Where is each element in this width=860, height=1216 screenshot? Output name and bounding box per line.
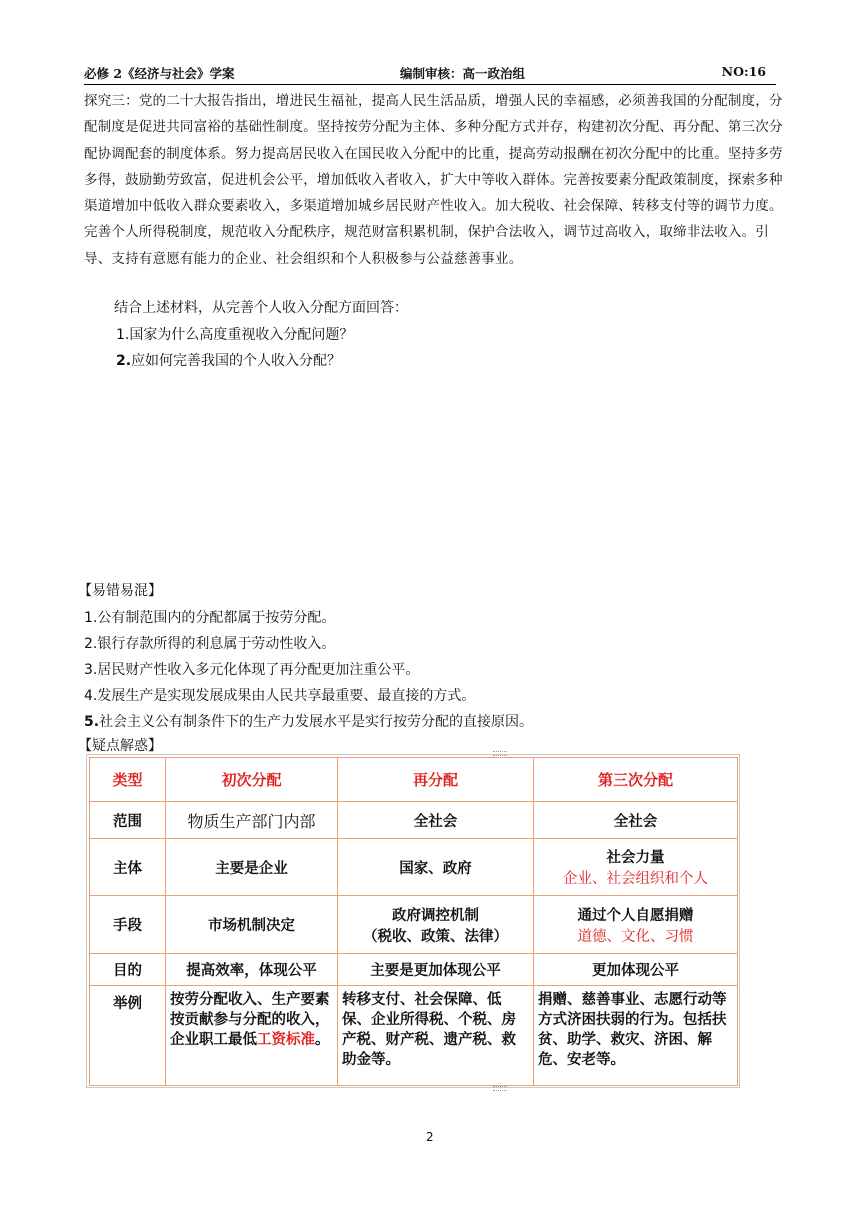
cell-line-red: 企业、社会组织和个人 (563, 871, 708, 887)
mistakes-title: 【易错易混】 (78, 583, 162, 599)
table-row-means (90, 896, 738, 954)
question-2-text: 应如何完善我国的个人收入分配？ (131, 353, 342, 369)
doubts-title: 【疑点解惑】 (78, 738, 162, 754)
distribution-table (89, 757, 738, 1086)
table-row-subject (90, 839, 738, 896)
mistake-item: 3.居民财产性收入多元化体现了再分配更加注重公平。 (84, 662, 420, 678)
table-cell (534, 896, 738, 954)
header-cell-primary: 初次分配 (166, 758, 338, 802)
mistake-item: 1.公有制范围内的分配都属于按劳分配。 (84, 610, 336, 626)
page-header (84, 64, 776, 85)
table-header-row (90, 758, 738, 802)
header-cell-type: 类型 (90, 758, 166, 802)
table-cell: 国家、政府 (338, 839, 534, 896)
cell-line: （税收、政策、法律） (363, 928, 508, 945)
table-row-example (90, 986, 738, 1086)
table-row-purpose (90, 954, 738, 986)
explore-section (84, 88, 784, 272)
row-label: 手段 (90, 896, 166, 954)
distribution-table-frame[interactable] (86, 754, 740, 1088)
table-cell: 提高效率，体现公平 (166, 954, 338, 986)
header-cell-third: 第三次分配 (534, 758, 738, 802)
row-label: 主体 (90, 839, 166, 896)
cell-line: 社会力量 (606, 850, 665, 866)
header-editor: 编制审核：高一政治组 (400, 66, 526, 81)
table-cell: 捐赠、慈善事业、志愿行动等方式济困扶弱的行为。包括扶贫、助学、救灾、济困、解危、安老等。 (534, 986, 738, 1086)
resize-handle-bottom[interactable] (493, 1086, 507, 1091)
table-cell: 物质生产部门内部 (166, 802, 338, 839)
question-2-number: 2. (116, 353, 132, 369)
table-cell: 主要是更加体现公平 (338, 954, 534, 986)
cell-line: 通过个人自愿捐赠 (577, 907, 694, 924)
table-cell (338, 896, 534, 954)
header-cell-redistribution: 再分配 (338, 758, 534, 802)
explore-label: 探究三： (84, 93, 139, 109)
question-2 (116, 350, 341, 370)
header-number: NO:16 (721, 64, 766, 79)
resize-handle-top[interactable] (493, 751, 507, 756)
row-label: 举例 (90, 986, 166, 1086)
table-cell: 转移支付、社会保障、低保、企业所得税、个税、房产税、财产税、遗产税、救助金等。 (338, 986, 534, 1086)
mistake-item (84, 711, 533, 731)
table-cell: 更加体现公平 (534, 954, 738, 986)
cell-text-red: 工资标准 (257, 1032, 315, 1048)
row-label: 范围 (90, 802, 166, 839)
cell-line-red: 道德、文化、习惯 (577, 928, 694, 945)
question-1: 1.国家为什么高度重视收入分配问题？ (116, 327, 354, 343)
table-row-scope (90, 802, 738, 839)
table-cell: 全社会 (534, 802, 738, 839)
question-intro: 结合上述材料，从完善个人收入分配方面回答： (114, 300, 408, 316)
mistake-item: 4.发展生产是实现发展成果由人民共享最重要、最直接的方式。 (84, 688, 476, 704)
cell-text: 按劳分配收入、生产要素按贡献参与分配的收入，企业职工最低 (170, 992, 330, 1048)
mistake-item-5-number: 5. (84, 714, 100, 730)
table-cell (166, 986, 338, 1086)
cell-text: 。 (315, 1032, 330, 1048)
table-cell (534, 839, 738, 896)
table-cell: 市场机制决定 (166, 896, 338, 954)
cell-line: 政府调控机制 (392, 907, 479, 924)
explore-text: 党的二十大报告指出，增进民生福祉，提高人民生活品质，增强人民的幸福感，必须善我国的分配制度，分配制度是促进共同富裕的基础性制度。坚持按劳分配为主体、多种分配方式并存，构建初次分配、再分配、第三次分配协调配套的制度体系。努力提高居民收入在国民收入分配中的比重，提高劳动报酬在初次分配中的比重。坚持多劳多得，鼓励勤劳致富，促进机会公平，增加低收入者收入，扩大中等收入群体。完善按要素分配政策制度，探索多种渠道增加中低收入群众要素收入，多渠道增加城乡居民财产性收入。加大税收、社会保障、转移支付等的调节力度。完善个人所得税制度，规范收入分配秩序，规范财富积累机制，保护合法收入，调节过高收入，取缔非法收入。引导、支持有意愿有能力的企业、社会组织和个人积极参与公益慈善事业。 (84, 93, 783, 267)
mistake-item: 2.银行存款所得的利息属于劳动性收入。 (84, 636, 336, 652)
page-number: 2 (426, 1130, 434, 1144)
table-cell: 全社会 (338, 802, 534, 839)
mistake-item-5-text: 社会主义公有制条件下的生产力发展水平是实行按劳分配的直接原因。 (99, 714, 534, 730)
header-course: 必修 2《经济与社会》学案 (84, 66, 235, 81)
row-label: 目的 (90, 954, 166, 986)
table-cell: 主要是企业 (166, 839, 338, 896)
